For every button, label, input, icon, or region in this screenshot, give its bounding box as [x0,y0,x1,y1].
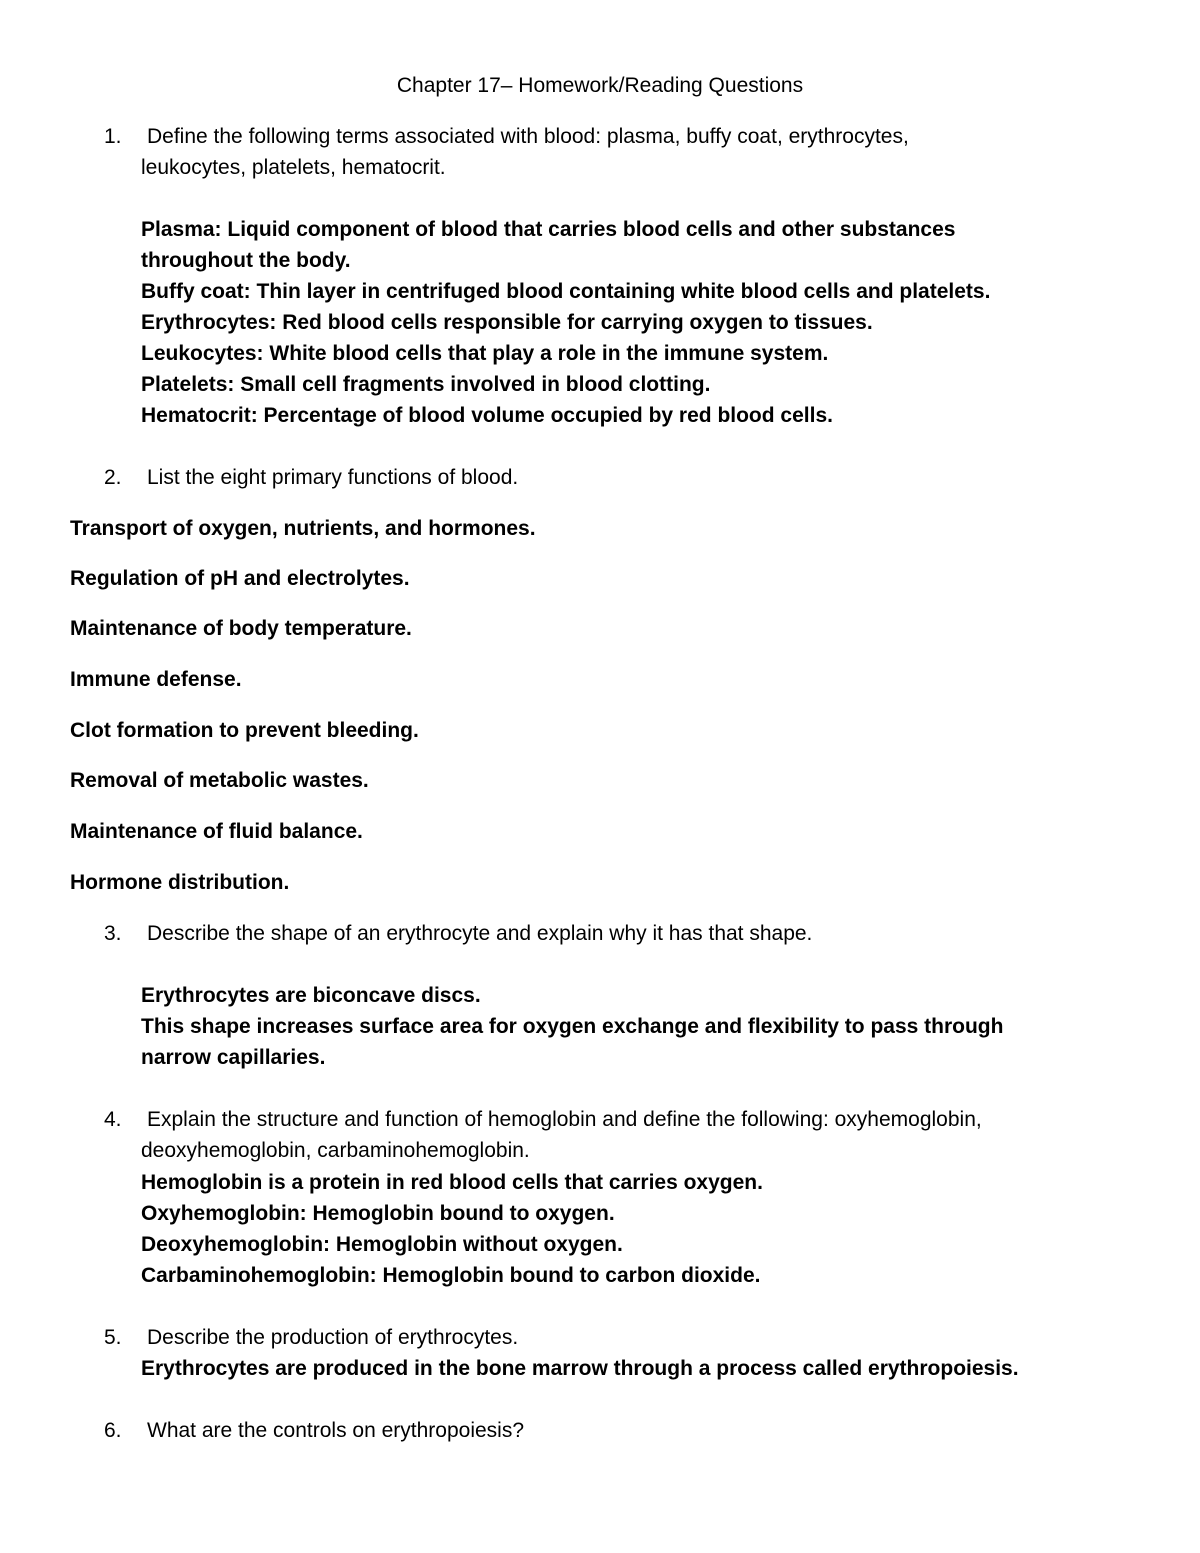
question-prompt-line: deoxyhemoglobin, carbaminohemoglobin. [141,1139,530,1162]
answer-line: Platelets: Small cell fragments involved in blood clotting. [141,373,711,396]
answer-line: Maintenance of body temperature. [70,617,412,640]
answer-line: Carbaminohemoglobin: Hemoglobin bound to carbon dioxide. [141,1264,761,1287]
question-number: 3. [104,922,122,945]
question-number: 5. [104,1326,122,1349]
answer-line: Hormone distribution. [70,871,290,894]
question-prompt-line: leukocytes, platelets, hematocrit. [141,156,446,179]
answer-line: Regulation of pH and electrolytes. [70,567,410,590]
answer-line: Leukocytes: White blood cells that play a role in the immune system. [141,342,829,365]
answer-line: Buffy coat: Thin layer in centrifuged blood containing white blood cells and platelets. [141,280,991,303]
answer-line: Transport of oxygen, nutrients, and hormones. [70,517,536,540]
question-prompt-line: Describe the production of erythrocytes. [147,1326,519,1349]
answer-line: narrow capillaries. [141,1046,326,1069]
answer-line: Erythrocytes are produced in the bone marrow through a process called erythropoiesis. [141,1357,1019,1380]
answer-line: This shape increases surface area for oxygen exchange and flexibility to pass through [141,1015,1004,1038]
answer-line: Oxyhemoglobin: Hemoglobin bound to oxygen. [141,1202,615,1225]
question-number: 1. [104,125,122,148]
answer-line: Hematocrit: Percentage of blood volume occupied by red blood cells. [141,404,833,427]
question-prompt-line: Define the following terms associated with blood: plasma, buffy coat, erythrocytes, [147,125,909,148]
answer-line: Maintenance of fluid balance. [70,820,363,843]
answer-line: Removal of metabolic wastes. [70,769,369,792]
answer-line: throughout the body. [141,249,351,272]
answer-line: Immune defense. [70,668,242,691]
question-number: 4. [104,1108,122,1131]
answer-line: Deoxyhemoglobin: Hemoglobin without oxygen. [141,1233,623,1256]
question-prompt-line: What are the controls on erythropoiesis? [147,1419,525,1442]
answer-line: Hemoglobin is a protein in red blood cells that carries oxygen. [141,1171,763,1194]
question-prompt-line: List the eight primary functions of blood. [147,466,519,489]
answer-line: Erythrocytes are biconcave discs. [141,984,481,1007]
question-number: 6. [104,1419,122,1442]
question-prompt-line: Describe the shape of an erythrocyte and explain why it has that shape. [147,922,813,945]
question-number: 2. [104,466,122,489]
question-prompt-line: Explain the structure and function of hemoglobin and define the following: oxyhemoglobin, [147,1108,982,1131]
answer-line: Erythrocytes: Red blood cells responsible for carrying oxygen to tissues. [141,311,873,334]
answer-line: Plasma: Liquid component of blood that carries blood cells and other substances [141,218,956,241]
page-title: Chapter 17– Homework/Reading Questions [396,74,804,97]
answer-line: Clot formation to prevent bleeding. [70,719,419,742]
